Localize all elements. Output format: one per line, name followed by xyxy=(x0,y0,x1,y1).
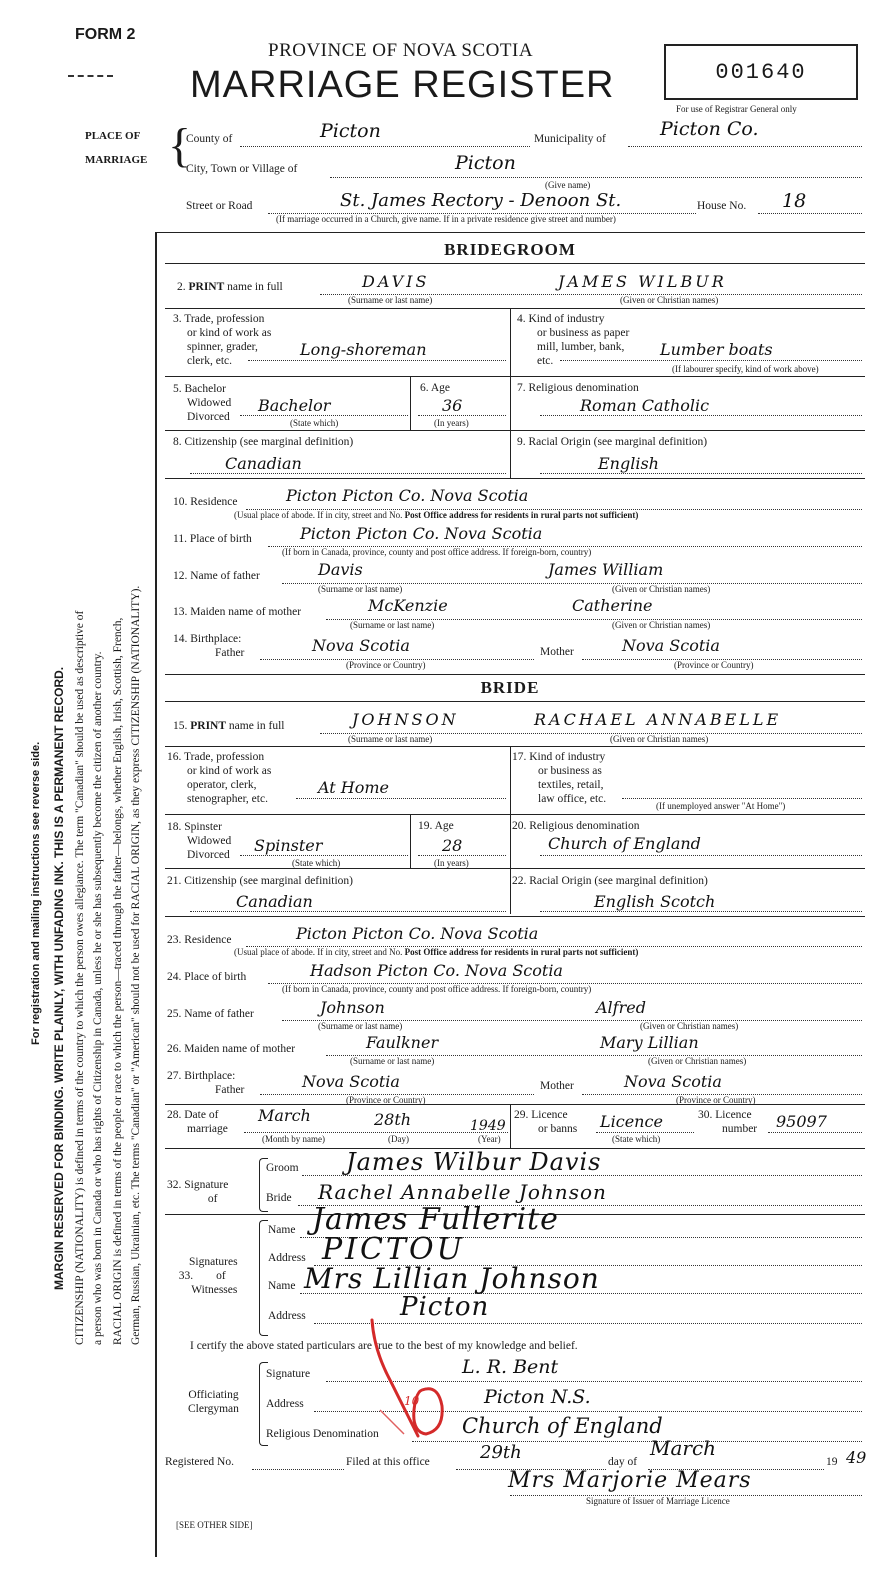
year-caption: (Year) xyxy=(478,1134,501,1144)
bride-religion: Church of England xyxy=(548,834,701,853)
day-caption: (Day) xyxy=(388,1134,409,1144)
see-other-side: [SEE OTHER SIDE] xyxy=(176,1520,253,1530)
groom-state-caption: (State which) xyxy=(290,418,339,428)
bride-given-caption: (Given or Christian names) xyxy=(610,734,709,744)
marriage-day: 28th xyxy=(374,1110,412,1129)
street-note: (If marriage occurred in a Church, give name. If in a private residence give street and number) xyxy=(276,214,616,224)
groom-citizenship-label: 8. Citizenship (see marginal definition) xyxy=(173,436,354,448)
city-value: Picton xyxy=(455,152,516,174)
clergy-address: Picton N.S. xyxy=(484,1386,591,1408)
street-value: St. James Rectory - Denoon St. xyxy=(340,190,622,211)
witness2-address: Picton xyxy=(400,1292,490,1322)
bride-father-surname: Johnson xyxy=(320,998,385,1017)
groom-mother-surname-caption: (Surname or last name) xyxy=(350,620,435,630)
bride-father-given-caption: (Given or Christian names) xyxy=(640,1021,739,1031)
clergy-denomination: Church of England xyxy=(462,1414,663,1438)
groom-birthplace-label: 14. Birthplace: Father xyxy=(173,633,245,659)
groom-religion: Roman Catholic xyxy=(580,396,710,415)
officiating-label: Officiating Clergyman xyxy=(188,1389,239,1415)
bride-residence-caption: (Usual place of abode. If in city, street and No. Post Office address for residents in rural parts not sufficient) xyxy=(234,947,639,957)
groom-mother-bp-caption: (Province or Country) xyxy=(674,660,754,670)
red-check-mark xyxy=(360,1310,460,1450)
place-label: PLACE OF MARRIAGE xyxy=(85,130,148,166)
bride-surname: JOHNSON xyxy=(352,710,459,729)
bride-name-label: 15. PRINT name in full xyxy=(173,720,285,732)
give-name-caption: (Give name) xyxy=(545,180,591,190)
filed-month: March xyxy=(650,1436,717,1460)
bride-signature: Rachel Annabelle Johnson xyxy=(318,1180,607,1204)
bride-surname-caption: (Surname or last name) xyxy=(348,734,433,744)
groom-age: 36 xyxy=(442,396,463,415)
bride-given: RACHAEL ANNABELLE xyxy=(534,710,782,729)
clergy-signature-label: Signature xyxy=(266,1368,311,1380)
year-prefix: 19 xyxy=(826,1456,838,1468)
house-value: 18 xyxy=(782,190,807,212)
page-title: MARRIAGE REGISTER xyxy=(190,64,615,106)
groom-signature: James Wilbur Davis xyxy=(346,1148,602,1176)
witness1-name: James Fullerite xyxy=(312,1202,559,1237)
groom-birth-label: 11. Place of birth xyxy=(173,533,252,545)
bride-age: 28 xyxy=(442,836,463,855)
groom-birthplace: Picton Picton Co. Nova Scotia xyxy=(300,524,543,543)
bride-mother-surname-caption: (Surname or last name) xyxy=(350,1056,435,1066)
groom-mother-surname: McKenzie xyxy=(368,596,448,615)
filed-year: 49 xyxy=(846,1448,867,1467)
groom-father-given-caption: (Given or Christian names) xyxy=(612,584,711,594)
bride-state-caption: (State which) xyxy=(292,858,341,868)
groom-age-label: 6. Age xyxy=(420,382,451,394)
witness2-address-label: Address xyxy=(268,1310,306,1322)
groom-sig-label: Groom xyxy=(266,1162,299,1174)
clergy-denomination-label: Religious Denomination xyxy=(266,1428,379,1440)
groom-name-label: 2. PRINT name in full xyxy=(177,281,283,293)
licence-value: Licence xyxy=(600,1112,663,1131)
bride-birth-label: 24. Place of birth xyxy=(167,971,247,983)
groom-status-label: 5. Bachelor Widowed Divorced xyxy=(173,383,232,423)
licence-label: 29. Licence or banns xyxy=(514,1109,578,1135)
issuer-signature: Mrs Marjorie Mears xyxy=(508,1468,752,1493)
groom-given: JAMES WILBUR xyxy=(558,272,727,291)
licence-number-label: 30. Licence number xyxy=(698,1109,758,1135)
groom-father-label: 12. Name of father xyxy=(173,570,260,582)
bride-sig-label: Bride xyxy=(266,1192,292,1204)
bride-birthplace: Hadson Picton Co. Nova Scotia xyxy=(310,961,563,980)
groom-industry: Lumber boats xyxy=(660,340,773,359)
bride-father-birthplace: Nova Scotia xyxy=(302,1072,400,1091)
bride-age-caption: (In years) xyxy=(434,858,469,868)
witness1-address: PICTOU xyxy=(322,1232,465,1267)
groom-religion-label: 7. Religious denomination xyxy=(517,382,639,394)
binding-mark xyxy=(68,75,113,80)
groom-industry-caption: (If labourer specify, kind of work above) xyxy=(672,364,819,374)
marriage-date-label: 28. Date of marriage xyxy=(167,1109,228,1135)
groom-racial-label: 9. Racial Origin (see marginal definition) xyxy=(517,436,708,448)
filed-day: 29th xyxy=(480,1442,522,1463)
groom-industry-label: 4. Kind of industry or business as paper mill, lumber, bank, etc. xyxy=(517,313,630,367)
margin-citizenship-2: a person who was born in Canada or who has rights of Citizenship in Canada, unless he or she has subsequently become the citizen of another country. xyxy=(92,651,104,1345)
bride-residence: Picton Picton Co. Nova Scotia xyxy=(296,924,539,943)
red-mark-number: 10 xyxy=(404,1394,420,1408)
bride-heading: BRIDE xyxy=(480,678,540,697)
bride-mother-word: Mother xyxy=(540,1080,574,1092)
groom-trade-label: 3. Trade, profession or kind of work as spinner, grader, clerk, etc. xyxy=(173,313,272,367)
bride-father-surname-caption: (Surname or last name) xyxy=(318,1021,403,1031)
filed-label: Filed at this office xyxy=(346,1456,430,1468)
groom-father-surname-caption: (Surname or last name) xyxy=(318,584,403,594)
witness2-name-label: Name xyxy=(268,1280,296,1292)
bride-mother-birthplace: Nova Scotia xyxy=(624,1072,722,1091)
groom-father-bp-caption: (Province or Country) xyxy=(346,660,426,670)
register-number: 001640 xyxy=(715,60,807,85)
groom-citizenship: Canadian xyxy=(225,454,302,473)
bride-trade-label: 16. Trade, profession or kind of work as operator, clerk, stenographer, etc. xyxy=(167,751,272,805)
groom-surname-caption: (Surname or last name) xyxy=(348,295,433,305)
groom-given-caption: (Given or Christian names) xyxy=(620,295,719,305)
margin-instructions: For registration and mailing instructions see reverse side. xyxy=(30,741,42,1045)
witness1-name-label: Name xyxy=(268,1224,296,1236)
margin-citizenship-1: CITIZENSHIP (NATIONALITY) is defined in terms of the country to which the person owes allegiance. The term "Canadian" should be used as descriptive of xyxy=(74,610,86,1345)
bride-mother-surname: Faulkner xyxy=(366,1033,439,1052)
bridegroom-heading: BRIDEGROOM xyxy=(444,240,576,259)
day-of-label: day of xyxy=(608,1456,638,1468)
licence-state-caption: (State which) xyxy=(612,1134,661,1144)
municipality-value: Picton Co. xyxy=(660,118,759,140)
city-label: City, Town or Village of xyxy=(186,163,298,175)
witness2-name: Mrs Lillian Johnson xyxy=(304,1262,600,1295)
groom-birth-caption: (If born in Canada, province, county and post office address. If foreign-born, country) xyxy=(282,547,592,557)
bride-residence-label: 23. Residence xyxy=(167,934,232,946)
registrar-note: For use of Registrar General only xyxy=(676,104,797,114)
bride-birth-caption: (If born in Canada, province, county and post office address. If foreign-born, country) xyxy=(282,984,592,994)
groom-residence-label: 10. Residence xyxy=(173,496,238,508)
issuer-caption: Signature of Issuer of Marriage Licence xyxy=(586,1496,730,1506)
bride-religion-label: 20. Religious denomination xyxy=(512,820,640,832)
groom-father-surname: Davis xyxy=(318,560,363,579)
groom-mother-given-caption: (Given or Christian names) xyxy=(612,620,711,630)
groom-father-given: James William xyxy=(548,560,664,579)
groom-mother-word: Mother xyxy=(540,646,574,658)
groom-mother-birthplace: Nova Scotia xyxy=(622,636,720,655)
bride-citizenship: Canadian xyxy=(236,892,313,911)
groom-age-caption: (In years) xyxy=(434,418,469,428)
bride-citizenship-label: 21. Citizenship (see marginal definition) xyxy=(167,875,353,887)
witnesses-label: Signatures 33. of Witnesses xyxy=(178,1256,238,1296)
groom-residence: Picton Picton Co. Nova Scotia xyxy=(286,486,529,505)
groom-status: Bachelor xyxy=(258,396,331,415)
month-caption: (Month by name) xyxy=(262,1134,325,1144)
bride-racial-label: 22. Racial Origin (see marginal definition) xyxy=(512,875,708,887)
county-label: County of xyxy=(186,133,233,145)
groom-mother-given: Catherine xyxy=(572,596,653,615)
margin-binding: MARGIN RESERVED FOR BINDING. WRITE PLAINLY, WITH UNFADING INK. THIS IS A PERMANENT RECORD. xyxy=(52,666,66,1290)
margin-racial-2: German, Russian, Ukrainian, etc. The terms "Canadian" or "American" should not be used for RACIAL ORIGIN, as they express CITIZENSHIP (NATIONALITY). xyxy=(130,585,142,1345)
groom-mother-label: 13. Maiden name of mother xyxy=(173,606,302,618)
county-value: Picton xyxy=(320,120,381,142)
bride-mother-given: Mary Lillian xyxy=(600,1033,699,1052)
bride-mother-label: 26. Maiden name of mother xyxy=(167,1043,296,1055)
groom-father-birthplace: Nova Scotia xyxy=(312,636,410,655)
bride-birthplace-label: 27. Birthplace: Father xyxy=(167,1070,245,1096)
bride-father-bp-caption: (Province or Country) xyxy=(346,1095,426,1105)
clergy-address-label: Address xyxy=(266,1398,304,1410)
signature-of-label: 32. Signature of xyxy=(167,1179,229,1205)
marriage-month: March xyxy=(258,1106,311,1125)
licence-number: 95097 xyxy=(776,1112,827,1131)
groom-trade: Long-shoreman xyxy=(300,340,427,359)
groom-residence-caption: (Usual place of abode. If in city, street and No. Post Office address for residents in rural parts not sufficient) xyxy=(234,510,639,520)
marriage-year: 1949 xyxy=(470,1118,506,1134)
bride-status: Spinster xyxy=(254,836,323,855)
witness1-address-label: Address xyxy=(268,1252,306,1264)
bride-trade: At Home xyxy=(318,778,390,797)
bride-status-label: 18. Spinster Widowed Divorced xyxy=(167,821,232,861)
registered-no-label: Registered No. xyxy=(165,1456,234,1468)
groom-surname: DAVIS xyxy=(362,272,430,291)
groom-racial: English xyxy=(598,454,659,473)
bride-mother-given-caption: (Given or Christian names) xyxy=(648,1056,747,1066)
margin-racial-1: RACIAL ORIGIN is defined in terms of the people or race to which the person—traced through the father—belongs, whether English, Irish, Scottish, French, xyxy=(112,617,124,1345)
form-number: FORM 2 xyxy=(75,26,136,43)
bride-industry-label: 17. Kind of industry or business as textiles, retail, law office, etc. xyxy=(512,751,607,805)
place-brace: { xyxy=(168,119,192,172)
bride-father-label: 25. Name of father xyxy=(167,1008,254,1020)
street-label: Street or Road xyxy=(186,200,253,212)
house-label: House No. xyxy=(697,200,747,212)
certify-text: I certify the above stated particulars are true to the best of my knowledge and belief. xyxy=(190,1340,578,1352)
municipality-label: Municipality of xyxy=(534,133,606,145)
bride-mother-bp-caption: (Province or Country) xyxy=(676,1095,756,1105)
clergy-signature: L. R. Bent xyxy=(462,1356,559,1378)
bride-father-given: Alfred xyxy=(596,998,646,1017)
bride-racial: English Scotch xyxy=(594,892,716,911)
province-heading: PROVINCE OF NOVA SCOTIA xyxy=(268,40,534,61)
bride-age-label: 19. Age xyxy=(418,820,454,832)
bride-industry-caption: (If unemployed answer "At Home") xyxy=(656,801,786,811)
